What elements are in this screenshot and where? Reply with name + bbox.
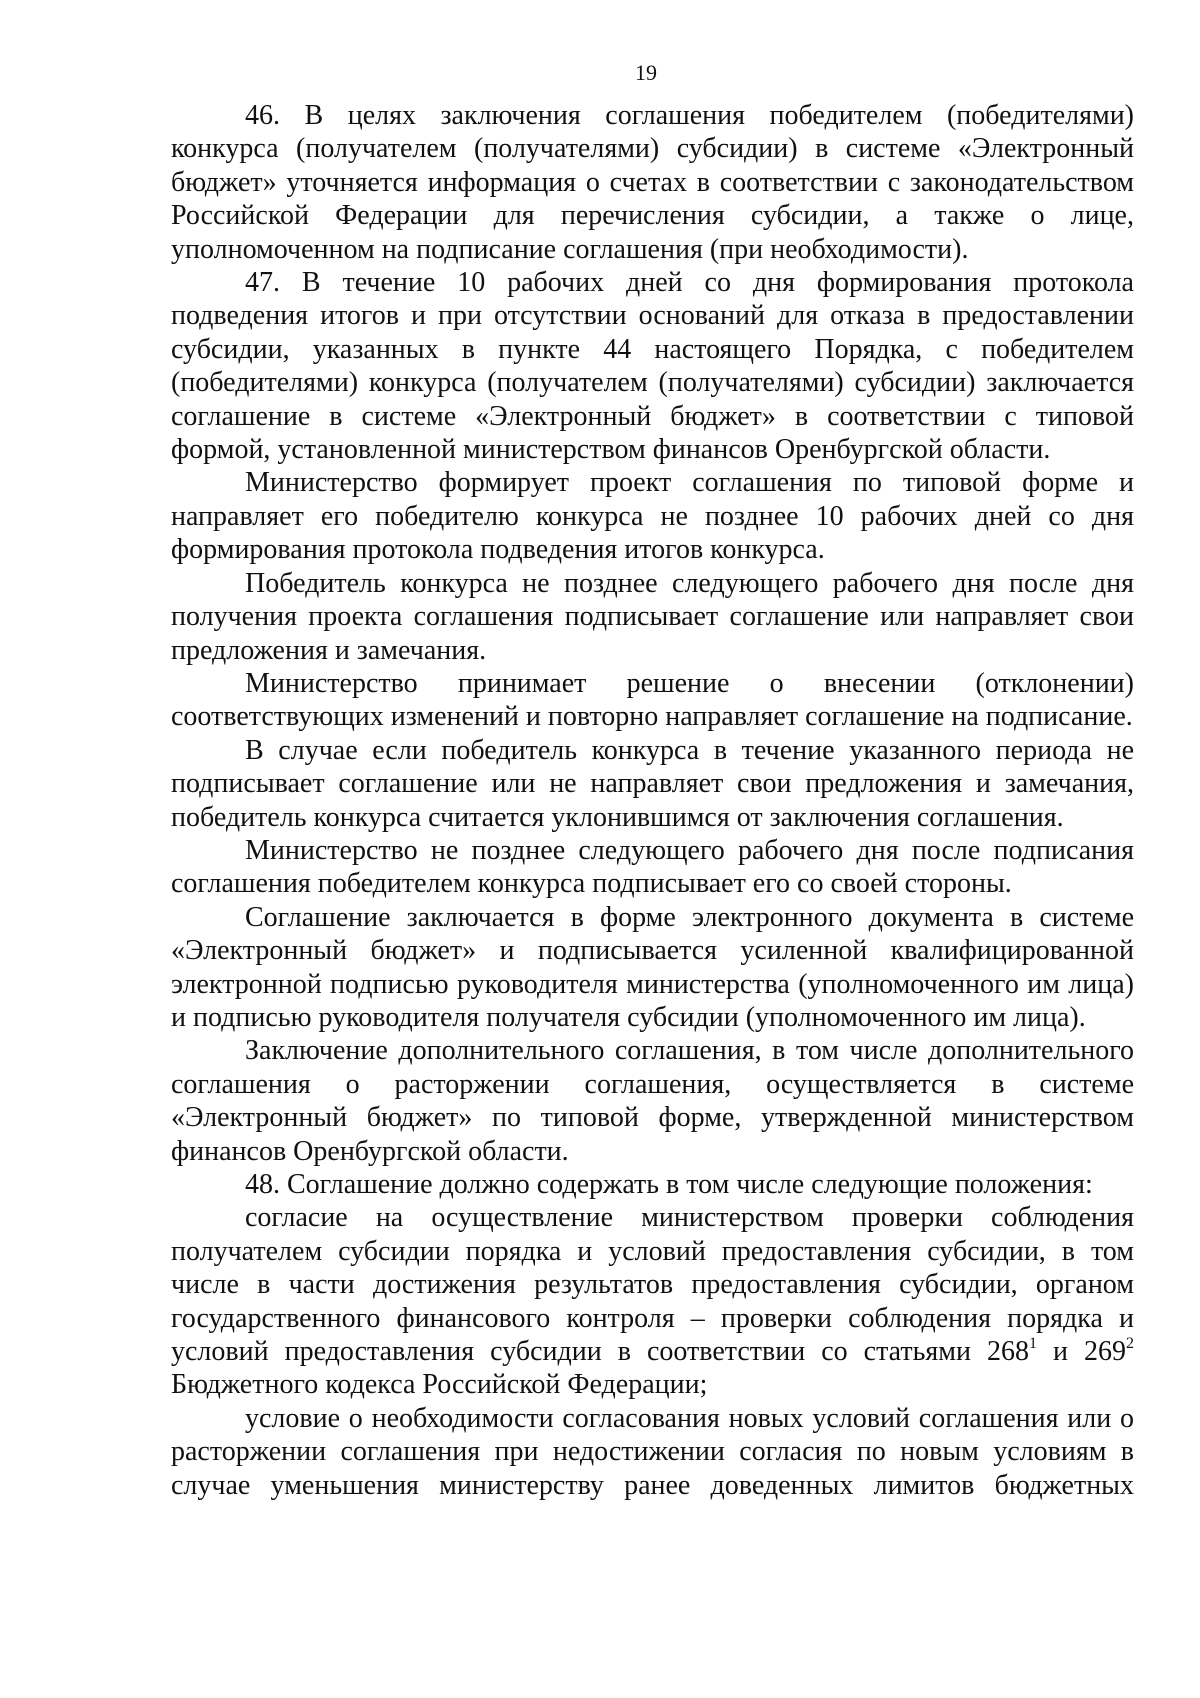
article-superscript-1: 1 [1028, 1335, 1037, 1353]
clause-audit-part2: и 269 [1036, 1336, 1127, 1368]
clause-audit-part1: согласие на осуществление министерством проверки соблюдения получателем субсидии порядка и условий предоставления субсидии, в том числе в части достижения результатов предоставления субсидии, органом государственного финансового контроля – проверки соблюдения порядка и условий предоставления субсидии в соответствии со статьями 268 [171, 1202, 1134, 1368]
clause-budget-limits: условие о необходимости согласования новых условий соглашения или о расторжении соглашения при недостижении согласия по новым условиям в случае уменьшения министерству ранее доведенных лимитов бюджетных [171, 1402, 1134, 1501]
paragraph-evasion: В случае если победитель конкурса в течение указанного периода не подписывает соглашение или не направляет свои предложения и замечания, победитель конкурса считается уклонившимся от заключения соглашения. [171, 734, 1134, 833]
paragraph-48: 48. Соглашение должно содержать в том числе следующие положения: [245, 1169, 1093, 1200]
paragraph-electronic-form: Соглашение заключается в форме электронного документа в системе «Электронный бюджет» и подписывается усиленной квалифицированной электронной подписью руководителя министерства (уполномоченного им лица) и подписью руководителя получателя субсидии (уполномоченного им лица). [171, 901, 1134, 1033]
article-superscript-2: 2 [1126, 1335, 1135, 1353]
paragraph-47: 47. В течение 10 рабочих дней со дня формирования протокола подведения итогов и при отсутствии оснований для отказа в предоставлении субсидии, указанных в пункте 44 настоящего Порядка, с победителем (победителями) конкурса (получателем (получателями) субсидии) заключается соглашение в системе «Электронный бюджет» в соответствии с типовой формой, установленной министерством финансов Оренбургской области. [171, 267, 1134, 466]
paragraph-winner-signs: Победитель конкурса не позднее следующего рабочего дня после дня получения проекта соглашения подписывает соглашение или направляет свои предложения и замечания. [171, 567, 1134, 666]
clause-audit-consent [171, 1201, 1134, 1401]
clause-audit-part3: Бюджетного кодекса Российской Федерации; [171, 1369, 708, 1401]
paragraph-draft-agreement: Министерство формирует проект соглашения по типовой форме и направляет его победителю конкурса не позднее 10 рабочих дней со дня формирования протокола подведения итогов конкурса. [171, 467, 1134, 566]
paragraph-ministry-decision: Министерство принимает решение о внесении (отклонении) соответствующих изменений и повторно направляет соглашение на подписание. [171, 667, 1134, 733]
paragraph-additional-agreement: Заключение дополнительного соглашения, в том числе дополнительного соглашения о расторжении соглашения, осуществляется в системе «Электронный бюджет» по типовой форме, утвержденной министерством финансов Оренбургской области. [171, 1035, 1134, 1167]
paragraph-ministry-signs: Министерство не позднее следующего рабочего дня после подписания соглашения победителем конкурса подписывает его со своей стороны. [171, 834, 1134, 900]
paragraph-46: 46. В целях заключения соглашения победителем (победителями) конкурса (получателем (получателями) субсидии) в системе «Электронный бюджет» уточняется информация о счетах в соответствии с законодательством Российской Федерации для перечисления субсидии, а также о лице, уполномоченном на подписание соглашения (при необходимости). [171, 100, 1134, 265]
document-body [171, 99, 1134, 1502]
page-number: 19 [635, 60, 657, 85]
